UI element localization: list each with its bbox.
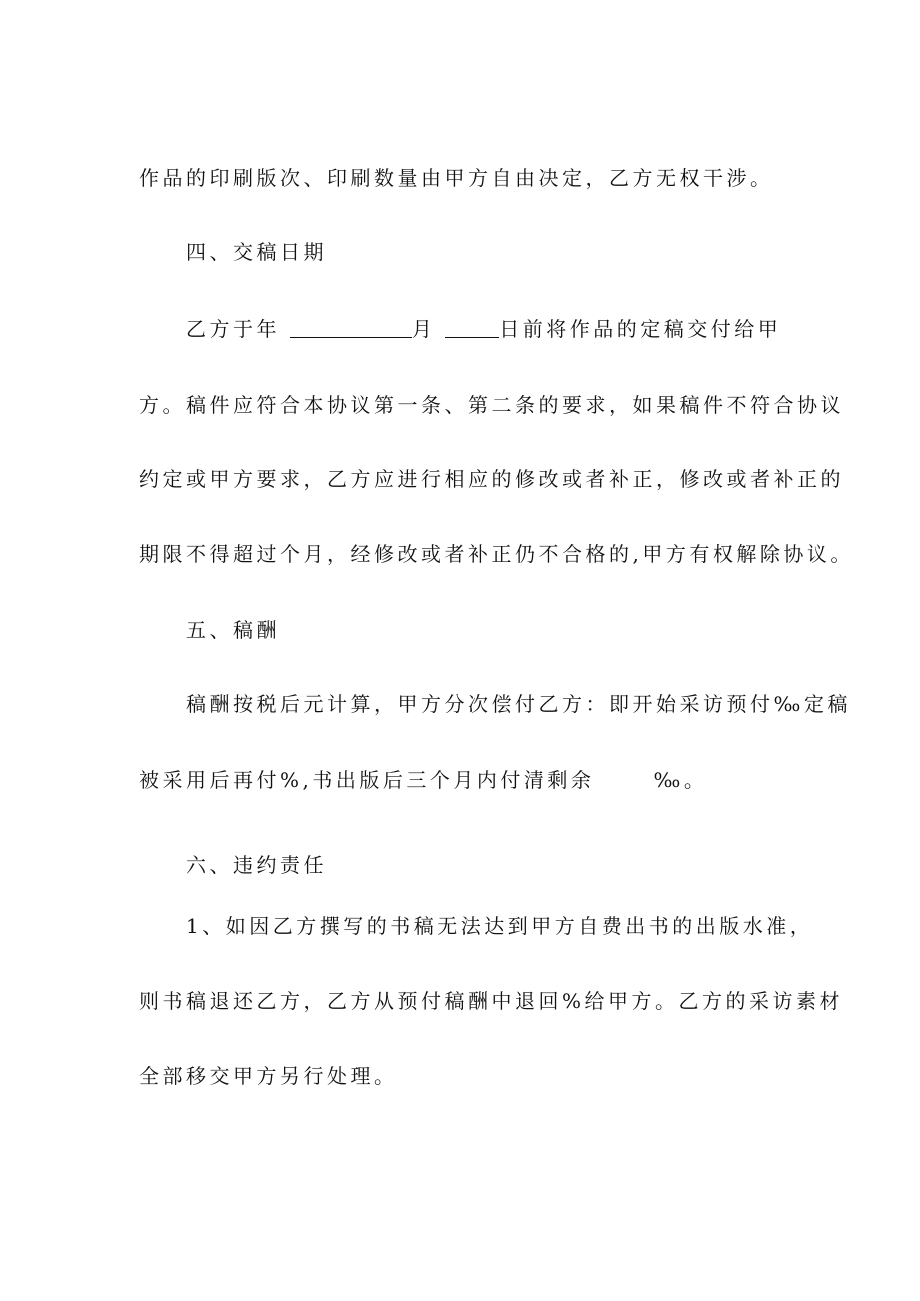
delivery-month-text: 月: [411, 317, 446, 341]
paragraph-remuneration-line-1: 稿酬按税后元计算，甲方分次偿付乙方：即开始采访预付‰定稿: [186, 692, 851, 716]
delivery-year-text: 乙方于年: [186, 317, 290, 341]
section-heading-breach-liability: 六、违约责任: [186, 853, 327, 877]
paragraph-breach-line-3: 全部移交甲方另行处理。: [139, 1064, 398, 1088]
paragraph-requirements-line-1: 方。稿件应符合本协议第一条、第二条的要求，如果稿件不符合协议: [139, 393, 844, 417]
paragraph-print-rights: 作品的印刷版次、印刷数量由甲方自由决定，乙方无权干涉。: [139, 166, 774, 190]
paragraph-breach-line-1: 1、如因乙方撰写的书稿无法达到甲方自费出书的出版水准，: [186, 914, 814, 938]
delivery-day-text: 日前将作品的定稿交付给甲: [499, 317, 782, 341]
paragraph-remuneration-line-2: 被采用后再付%,书出版后三个月内付清剩余 ‰。: [139, 768, 708, 792]
paragraph-delivery-date-line: [186, 319, 781, 339]
paragraph-requirements-line-2: 约定或甲方要求，乙方应进行相应的修改或者补正，修改或者补正的: [139, 467, 844, 491]
year-blank-field: [290, 319, 412, 338]
section-heading-remuneration: 五、稿酬: [186, 618, 280, 642]
paragraph-requirements-line-3: 期限不得超过个月，经修改或者补正仍不合格的,甲方有权解除协议。: [139, 542, 854, 566]
month-blank-field: [445, 319, 499, 338]
section-heading-delivery-date: 四、交稿日期: [186, 240, 327, 264]
paragraph-breach-line-2: 则书稿退还乙方，乙方从预付稿酬中退回%给甲方。乙方的采访素材: [139, 989, 844, 1013]
